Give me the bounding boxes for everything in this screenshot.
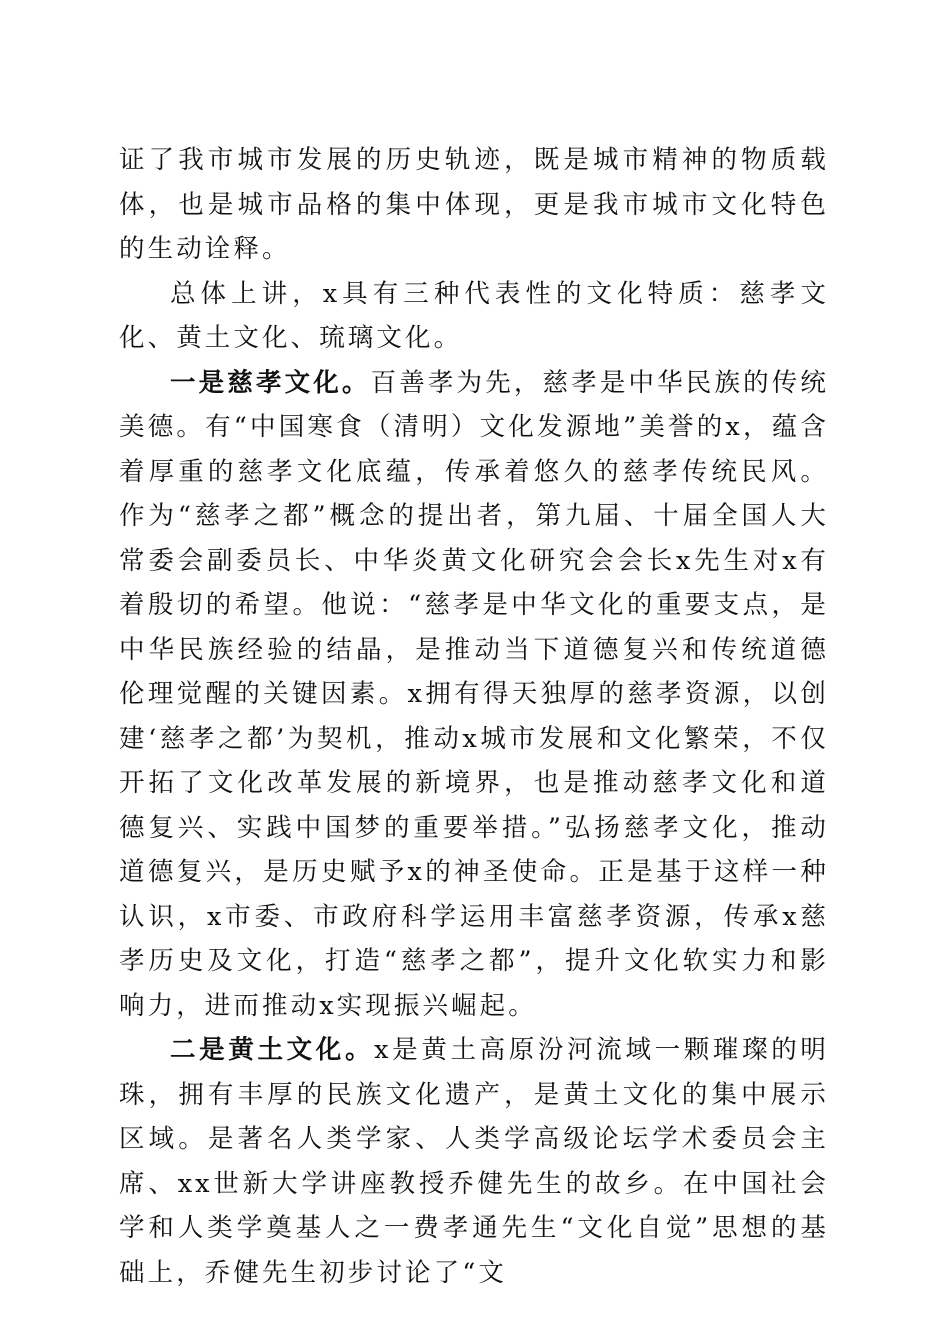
paragraph-text: 证了我市城市发展的历史轨迹，既是城市精神的物质载体，也是城市品格的集中体现，更是我市城市文化特色的生动诠释。 (119, 145, 829, 264)
section-heading: 一是慈孝文化。 (170, 367, 371, 398)
document-body (119, 138, 829, 1295)
paragraph-filial-culture (119, 361, 829, 1029)
paragraph-continuation (119, 138, 829, 272)
paragraph-text: 百善孝为先，慈孝是中华民族的传统美德。有“中国寒食（清明）文化发源地”美誉的x，蕴含着厚重的慈孝文化底蕴，传承着悠久的慈孝传统民风。作为“慈孝之都”概念的提出者，第九届、十届全国人大常委会副委员长、中华炎黄文化研究会会长x先生对x有着殷切的希望。他说：“慈孝是中华文化的重要支点，是中华民族经验的结晶，是推动当下道德复兴和传统道德伦理觉醒的关键因素。x拥有得天独厚的慈孝资源，以创建‘慈孝之都’为契机，推动x城市发展和文化繁荣，不仅开拓了文化改革发展的新境界，也是推动慈孝文化和道德复兴、实践中国梦的重要举措。”弘扬慈孝文化，推动道德复兴，是历史赋予x的神圣使命。正是基于这样一种认识，x市委、市政府科学运用丰富慈孝资源，传承x慈孝历史及文化，打造“慈孝之都”，提升文化软实力和影响力，进而推动x实现振兴崛起。 (119, 367, 830, 1021)
paragraph-loess-culture (119, 1028, 829, 1295)
paragraph-summary (119, 272, 829, 361)
paragraph-text: 总体上讲，x具有三种代表性的文化特质：慈孝文化、黄土文化、琉璃文化。 (119, 278, 829, 353)
section-heading: 二是黄土文化。 (170, 1035, 375, 1065)
paragraph-text: x是黄土高原汾河流域一颗璀璨的明珠，拥有丰厚的民族文化遗产，是黄土文化的集中展示区域。是著名人类学家、人类学高级论坛学术委员会主席、xx世新大学讲座教授乔健先生的故乡。在中国社会学和人类学奠基人之一费孝通先生“文化自觉”思想的基础上，乔健先生初步讨论了“文 (119, 1035, 830, 1288)
